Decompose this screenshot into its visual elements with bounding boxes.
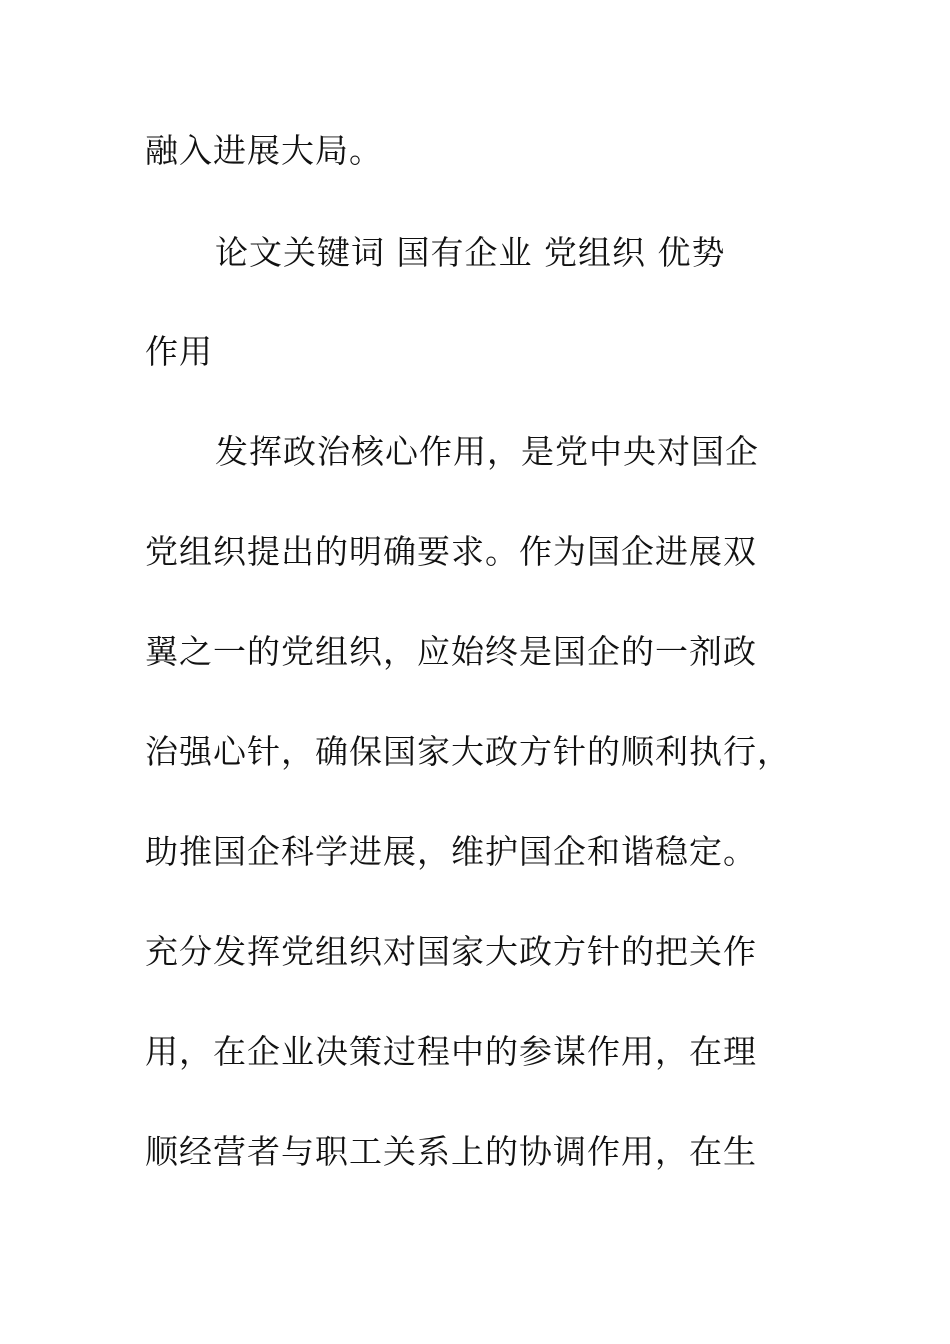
body-text-line: 顺经营者与职工关系上的协调作用，在生 (145, 1132, 757, 1171)
keywords-line: 论文关键词 国有企业 党组织 优势 (215, 233, 726, 272)
body-text-line: 充分发挥党组织对国家大政方针的把关作 (145, 932, 757, 971)
paragraph-first-line: 发挥政治核心作用，是党中央对国企 (215, 432, 759, 471)
body-text-line: 治强心针，确保国家大政方针的顺利执行， (145, 732, 791, 771)
keywords-line-continued: 作用 (145, 332, 213, 371)
body-text-line: 用，在企业决策过程中的参谋作用，在理 (145, 1032, 757, 1071)
body-text-line: 助推国企科学进展，维护国企和谐稳定。 (145, 832, 757, 871)
body-text-line: 党组织提出的明确要求。作为国企进展双 (145, 532, 757, 571)
body-text-line: 翼之一的党组织，应始终是国企的一剂政 (145, 632, 757, 671)
body-text-line: 融入进展大局。 (145, 131, 383, 170)
